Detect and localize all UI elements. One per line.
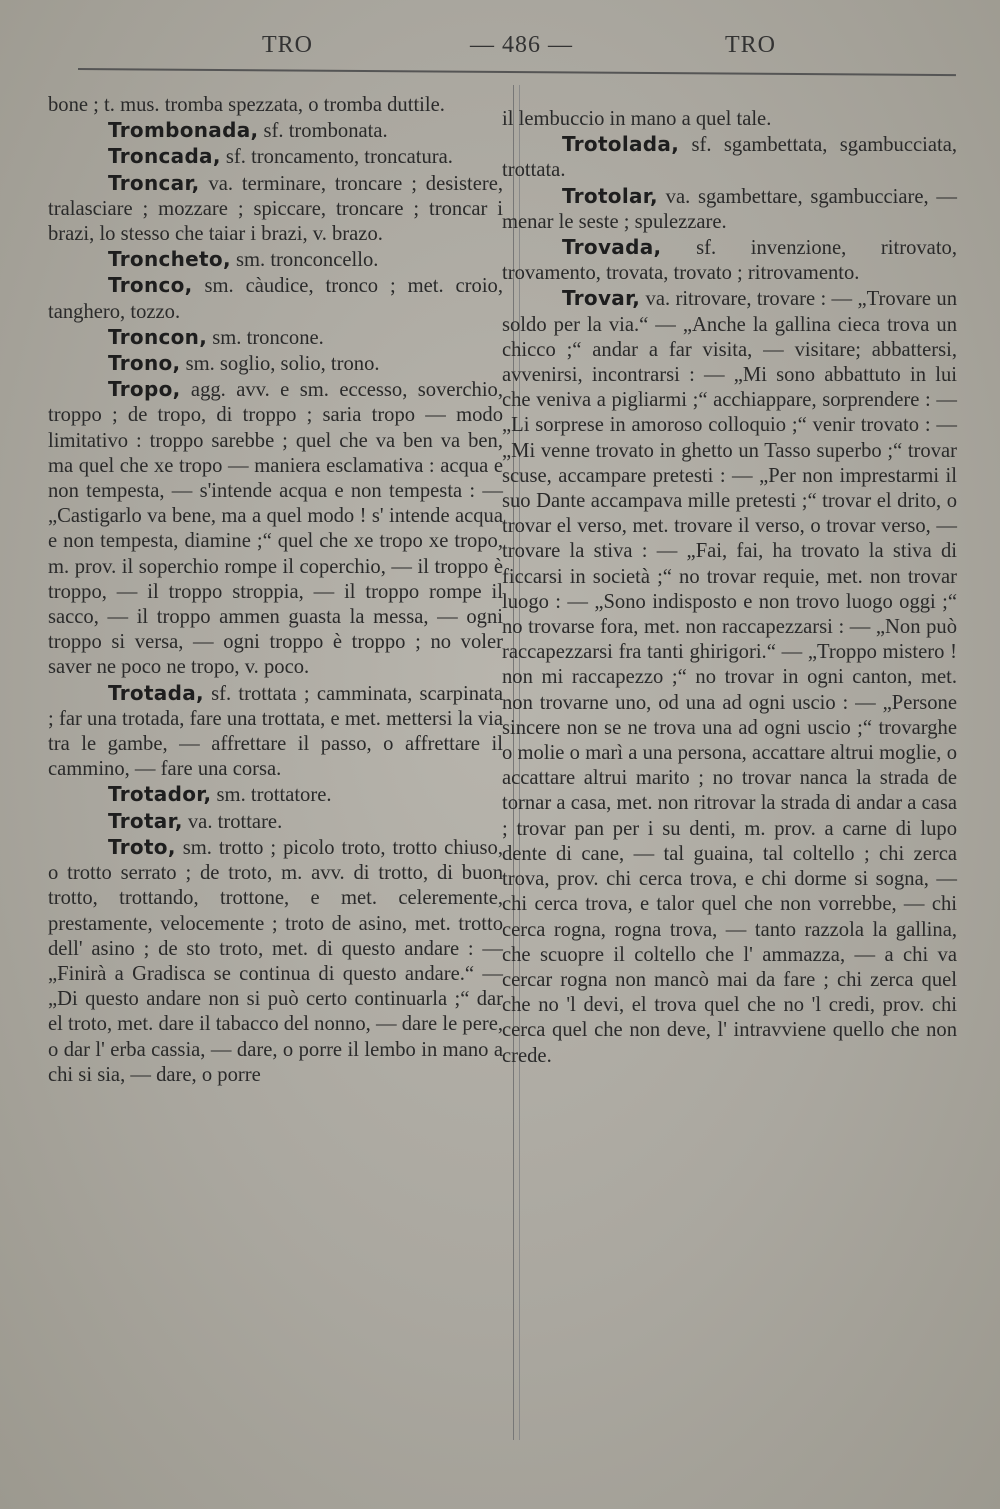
entry (48, 681, 503, 783)
headword: Troncada, (108, 144, 221, 169)
entry (502, 286, 957, 1068)
headword: Troncheto, (108, 247, 231, 272)
entry (48, 118, 503, 144)
headword: Troncar, (108, 170, 200, 195)
definition: sm. tronconcello. (230, 249, 379, 272)
definition: sm. càudice, tronco ; met. croio, tanghero, tozzo. (48, 275, 503, 323)
definition: va. terminare, troncare ; desistere, tralasciare ; mozzare ; spiccare, troncare ; troncar i brazi, lo stesso che taiar i brazi, v. brazo. (48, 172, 503, 246)
headword: Trovada, (562, 235, 662, 260)
definition: sm. troncone. (207, 326, 324, 349)
entry (48, 835, 503, 1088)
left-column (48, 92, 503, 1088)
entry (502, 132, 957, 183)
entry (48, 247, 503, 273)
entry (48, 92, 503, 118)
definition: bone ; t. mus. tromba spezzata, o tromba duttile. (48, 94, 445, 116)
definition: il lembuccio in mano a quel tale. (502, 108, 772, 130)
headword: Trotar, (108, 808, 183, 833)
headword: Tronco, (108, 273, 193, 298)
header-rule (78, 68, 956, 76)
page-number: — 486 — (470, 32, 573, 58)
definition: sm. soglio, solio, trono. (180, 353, 380, 376)
definition: va. ritrovare, trovare : — „Trovare un soldo per la via.“ — „Anche la gallina cieca trova un chicco ;“ andar a far visita, — visitare; abbattersi, avvenirsi, incontrarsi : — „Mi sono abbattuto in lui che veniva a pigliarmi ;“ acchiappare, sorprendere : — „Li sorprese in amoroso colloquio ;“ venir trovato : — „Mi venne trovato in ghetto un Tasso superbo ;“ trovar scuse, accampare pretesti : — „Per non imprestarmi il suo Dante accampava mille pretesti ;“ trovar el drito, o trovar el verso, met. trovare il verso, o trovar verso, — trovare la stiva : — „Fai, fai, ha trovato la stiva di ficcarsi in società ;“ no trovar requie, met. non trovar luogo : — „Sono indisposto e non trovo luogo oggi ;“ no trovarse fora, met. non raccapezzarsi : — „Non può raccapezzarsi fra tanti ghirigori.“ — „Troppo mistero ! non mi raccapezzo ;“ no trovar in ogni canton, met. non trovarne uno, od una ad ogni uscio : — „Persone sincere non se ne trova una ad ogni uscio ;“ trovarghe o molie o marì a una persona, accattare altrui moglie, o accattare altrui marito ; no trovar nanca la strada de tornar a casa, met. non ritrovar la strada di andar a casa ; trovar pan per i su denti, m. prov. a carne di lupo dente di cane, — tal guaina, tal coltello ; chi zerca trova, prov. chi cerca trova, e chi dorme si sogna, — chi cerca trova, e talor quel che non vorrebbe, — chi cerca rogna, rogna trova, — tanto razzola la gallina, che scuopre il coltello che l' ammazza, — a chi va cercar rogna non mancò mai da fare ; chi zerca quel che no 'l devi, el trova quel che no 'l credi, prov. chi cerca quel che non deve, l' intravviene quello che non crede. (502, 288, 957, 1067)
entry (48, 782, 503, 808)
entry (48, 273, 503, 324)
headword: Trovar, (562, 286, 641, 311)
headword: Trono, (108, 351, 181, 376)
running-head-left: TRO (262, 32, 313, 58)
entry (48, 325, 503, 351)
headword: Trotolada, (562, 132, 680, 157)
headword: Tropo, (108, 377, 181, 402)
definition: sf. sgambettata, sgambucciata, trottata. (502, 134, 957, 182)
definition: sm. trotto ; picolo troto, trotto chiuso, o trotto serrato ; de troto, m. avv. di trotto, di buon trotto, trottando, trottone, e met. celeremente, prestamente, velocemente ; troto de asino, met. trotto dell' asino ; de sto troto, met. di questo andare : — „Finirà a Gradisca se continua di questo andare.“ — „Di questo andare non si può certo continuarla ;“ dar el troto, met. dare il tabacco del nonno, — dare le pere, o dar l' erba cassia, — dare, o porre il lembo in mano a chi si sia, — dare, o porre (48, 836, 503, 1086)
definition: agg. avv. e sm. eccesso, soverchio, troppo ; de tropo, di troppo ; saria tropo — modo limitativo : troppo sarebbe ; quel che va ben va ben, ma quel che xe tropo — maniera esclamativa : acqua e non tempesta, — s'intende acqua e non tempesta : — „Castigarlo va bene, ma a quel modo ! s' intende acqua e non tempesta, diamine ;“ quel che xe tropo xe tropo, m. prov. il soperchio rompe il coperchio, — il troppo è troppo, — il troppo stroppia, — il troppo rompe il sacco, — il troppo ammen guasta la messa, — ogni troppo si versa, — ogni troppo è troppo ; no voler saver ne poco ne tropo, v. poco. (48, 379, 503, 679)
entry (502, 235, 957, 286)
right-column (502, 106, 957, 1069)
entry (48, 171, 503, 248)
headword: Troto, (108, 834, 176, 859)
headword: Trombonada, (108, 118, 259, 143)
definition: va. sgambettare, sgambucciare, — menar le seste ; spulezzare. (502, 185, 957, 233)
entry (48, 377, 503, 680)
headword: Trotolar, (562, 183, 658, 208)
entry (48, 809, 503, 835)
definition: sf. invenzione, ritrovato, trovamento, trovata, trovato ; ritrovamento. (502, 237, 957, 285)
definition: sf. trombonata. (258, 120, 388, 143)
entry (48, 144, 503, 170)
entry (502, 184, 957, 235)
definition: sf. troncamento, troncatura. (220, 146, 453, 169)
entry (48, 351, 503, 377)
definition: va. trottare. (182, 810, 283, 833)
definition: sm. trottatore. (211, 784, 332, 807)
entry (502, 106, 957, 132)
headword: Trotador, (108, 782, 212, 807)
running-head-right: TRO (725, 32, 776, 58)
definition: sf. trottata ; camminata, scarpinata ; far una trotada, fare una trottata, e met. mettersi la via tra le gambe, — affrettare il passo, o affrettare il cammino, — fare una corsa. (48, 682, 503, 781)
headword: Troncon, (108, 324, 208, 349)
headword: Trotada, (108, 680, 204, 705)
